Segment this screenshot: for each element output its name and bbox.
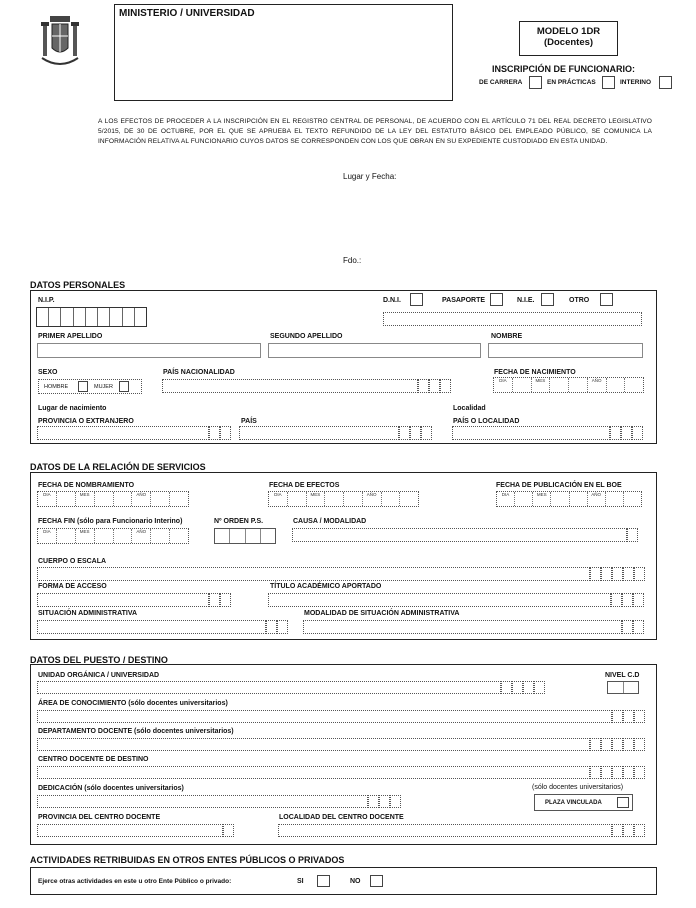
departamento-code-2[interactable] xyxy=(601,738,612,751)
centro-label: CENTRO DOCENTE DE DESTINO xyxy=(38,756,149,763)
forma-acceso-label: FORMA DE ACCESO xyxy=(38,583,107,590)
mes-caption: MES xyxy=(76,529,95,543)
orden-ps-input[interactable] xyxy=(214,528,276,544)
forma-acceso-code-2[interactable] xyxy=(220,593,231,607)
si-label: SI xyxy=(297,878,304,885)
modalidad-situacion-input[interactable] xyxy=(303,620,622,634)
nivel-input[interactable] xyxy=(607,681,639,694)
carrera-checkbox[interactable] xyxy=(529,76,542,89)
ano-caption: AÑO xyxy=(363,492,382,506)
fecha-nombramiento-label: FECHA DE NOMBRAMIENTO xyxy=(38,482,135,489)
otro-label: OTRO xyxy=(569,297,590,304)
fecha-boe-label: FECHA DE PUBLICACIÓN EN EL BOE xyxy=(496,482,622,489)
inscription-title: INSCRIPCIÓN DE FUNCIONARIO: xyxy=(492,64,636,74)
titulo-input[interactable] xyxy=(268,593,611,607)
ano-caption: AÑO xyxy=(588,492,606,506)
fecha-nombramiento-input[interactable] xyxy=(37,491,189,507)
localidad-code-3[interactable] xyxy=(632,426,643,440)
document-number-input[interactable] xyxy=(383,312,642,326)
situacion-code-2[interactable] xyxy=(277,620,288,634)
provincia-centro-input[interactable] xyxy=(37,824,223,837)
unidad-label: UNIDAD ORGÁNICA / UNIVERSIDAD xyxy=(38,672,160,679)
opt-carrera-label: DE CARRERA xyxy=(479,79,523,86)
ano-caption: AÑO xyxy=(132,529,151,543)
unidad-code-3[interactable] xyxy=(523,681,534,694)
ano-caption: AÑO xyxy=(132,492,151,506)
provincia-input[interactable] xyxy=(37,426,209,440)
causa-label: CAUSA / MODALIDAD xyxy=(293,518,367,525)
dedicacion-code-2[interactable] xyxy=(379,795,390,808)
fecha-fin-label: FECHA FIN (sólo para Funcionario Interino) xyxy=(38,518,183,525)
area-label: ÁREA DE CONOCIMIENTO (sólo docentes universitarios) xyxy=(38,700,228,707)
localidad-code-2[interactable] xyxy=(621,426,632,440)
dia-caption: DIA xyxy=(497,492,515,506)
mujer-checkbox[interactable] xyxy=(119,381,129,392)
practicas-checkbox[interactable] xyxy=(602,76,615,89)
provincia-code-2[interactable] xyxy=(220,426,231,440)
orden-ps-label: Nº ORDEN P.S. xyxy=(214,518,264,525)
sexo-label: SEXO xyxy=(38,369,58,376)
mujer-label: MUJER xyxy=(94,384,113,390)
dedicacion-code-3[interactable] xyxy=(390,795,401,808)
pais-nacionalidad-code-3[interactable] xyxy=(440,379,451,393)
pais-localidad-label: PAÍS O LOCALIDAD xyxy=(453,418,520,425)
ano-caption: AÑO xyxy=(588,378,607,392)
centro-code-1[interactable] xyxy=(590,766,601,779)
ministry-label: MINISTERIO / UNIVERSIDAD xyxy=(119,8,255,19)
mes-caption: MES xyxy=(533,492,551,506)
fecha-efectos-label: FECHA DE EFECTOS xyxy=(269,482,340,489)
no-label: NO xyxy=(350,878,361,885)
dni-checkbox[interactable] xyxy=(410,293,423,306)
cuerpo-label: CUERPO O ESCALA xyxy=(38,558,107,565)
departamento-code-4[interactable] xyxy=(623,738,634,751)
otro-checkbox[interactable] xyxy=(600,293,613,306)
pais-code-3[interactable] xyxy=(421,426,432,440)
situacion-label: SITUACIÓN ADMINISTRATIVA xyxy=(38,610,138,617)
modalidad-code-2[interactable] xyxy=(633,620,644,634)
modalidad-code-1[interactable] xyxy=(622,620,633,634)
fecha-nacimiento-input[interactable] xyxy=(493,377,644,393)
mes-caption: MES xyxy=(532,378,551,392)
centro-input[interactable] xyxy=(37,766,590,779)
pais-nacionalidad-label: PAÍS NACIONALIDAD xyxy=(163,369,235,376)
titulo-code-2[interactable] xyxy=(622,593,633,607)
fecha-fin-input[interactable] xyxy=(37,528,189,544)
unidad-input[interactable] xyxy=(37,681,501,694)
centro-code-4[interactable] xyxy=(623,766,634,779)
situacion-input[interactable] xyxy=(37,620,266,634)
localidad-label: Localidad xyxy=(453,405,486,412)
pais-input[interactable] xyxy=(239,426,399,440)
fecha-boe-input[interactable] xyxy=(496,491,642,507)
nip-label: N.I.P. xyxy=(38,297,55,304)
dia-caption: DIA xyxy=(494,378,513,392)
departamento-code-5[interactable] xyxy=(634,738,645,751)
area-code-3[interactable] xyxy=(634,710,645,723)
pais-nacionalidad-input[interactable] xyxy=(162,379,418,393)
localidad-code-1[interactable] xyxy=(610,426,621,440)
model-subtitle: (Docentes) xyxy=(543,37,594,48)
pasaporte-label: PASAPORTE xyxy=(442,297,486,304)
sexo-group xyxy=(38,379,142,394)
interino-checkbox[interactable] xyxy=(659,76,672,89)
dia-caption: DIA xyxy=(269,492,288,506)
primer-apellido-input[interactable] xyxy=(37,343,261,358)
provincia-centro-code[interactable] xyxy=(223,824,234,837)
dedicacion-label: DEDICACIÓN (sólo docentes universitarios) xyxy=(38,785,184,792)
centro-code-5[interactable] xyxy=(634,766,645,779)
localidad-centro-code-2[interactable] xyxy=(623,824,634,837)
titulo-code-1[interactable] xyxy=(611,593,622,607)
dia-caption: DIA xyxy=(38,492,57,506)
area-code-2[interactable] xyxy=(623,710,634,723)
cuerpo-code-4[interactable] xyxy=(623,567,634,581)
localidad-centro-label: LOCALIDAD DEL CENTRO DOCENTE xyxy=(279,814,404,821)
nombre-input[interactable] xyxy=(488,343,643,358)
lugar-nacimiento-label: Lugar de nacimiento xyxy=(38,405,107,412)
pais-nacionalidad-code-1[interactable] xyxy=(418,379,429,393)
servicios-section-title: DATOS DE LA RELACIÓN DE SERVICIOS xyxy=(30,462,206,472)
forma-acceso-code-1[interactable] xyxy=(209,593,220,607)
unidad-code-2[interactable] xyxy=(512,681,523,694)
plaza-vinculada-label: PLAZA VINCULADA xyxy=(545,800,602,806)
fecha-nacimiento-label: FECHA DE NACIMIENTO xyxy=(494,369,576,376)
titulo-label: TÍTULO ACADÉMICO APORTADO xyxy=(270,583,382,590)
titulo-code-3[interactable] xyxy=(633,593,644,607)
provincia-label: PROVINCIA O EXTRANJERO xyxy=(38,418,134,425)
puesto-section-title: DATOS DEL PUESTO / DESTINO xyxy=(30,655,168,665)
model-box xyxy=(519,21,618,56)
personal-section-title: DATOS PERSONALES xyxy=(30,280,126,290)
nie-checkbox[interactable] xyxy=(541,293,554,306)
mes-caption: MES xyxy=(307,492,326,506)
unidad-code-1[interactable] xyxy=(501,681,512,694)
plaza-vinculada-group xyxy=(534,794,633,811)
segundo-apellido-input[interactable] xyxy=(268,343,481,358)
segundo-apellido-label: SEGUNDO APELLIDO xyxy=(270,333,343,340)
departamento-code-1[interactable] xyxy=(590,738,601,751)
si-checkbox[interactable] xyxy=(317,875,330,887)
localidad-centro-input[interactable] xyxy=(278,824,612,837)
actividades-section-title: ACTIVIDADES RETRIBUIDAS EN OTROS ENTES PÚBLICOS O PRIVADOS xyxy=(30,855,345,865)
hombre-label: HOMBRE xyxy=(44,384,69,390)
localidad-centro-code-3[interactable] xyxy=(634,824,645,837)
causa-input[interactable] xyxy=(292,528,627,542)
pais-localidad-input[interactable] xyxy=(452,426,610,440)
mes-caption: MES xyxy=(76,492,95,506)
lugar-fecha-label: Lugar y Fecha: xyxy=(343,172,397,181)
provincia-code-1[interactable] xyxy=(209,426,220,440)
nivel-label: NIVEL C.D xyxy=(605,672,640,679)
centro-code-3[interactable] xyxy=(612,766,623,779)
ministry-box[interactable] xyxy=(114,4,453,101)
provincia-centro-label: PROVINCIA DEL CENTRO DOCENTE xyxy=(38,814,161,821)
fdo-label: Fdo.: xyxy=(343,256,362,265)
cuerpo-code-1[interactable] xyxy=(590,567,601,581)
fecha-efectos-input[interactable] xyxy=(268,491,419,507)
plaza-vinculada-checkbox[interactable] xyxy=(617,797,629,808)
unidad-code-4[interactable] xyxy=(534,681,545,694)
solo-docentes-note: (sólo docentes universitarios) xyxy=(532,784,624,791)
departamento-code-3[interactable] xyxy=(612,738,623,751)
pais-label: PAÍS xyxy=(241,418,257,425)
cuerpo-input[interactable] xyxy=(37,567,590,581)
localidad-centro-code-1[interactable] xyxy=(612,824,623,837)
nip-input[interactable] xyxy=(36,307,147,327)
dia-caption: DIA xyxy=(38,529,57,543)
cuerpo-code-3[interactable] xyxy=(612,567,623,581)
departamento-input[interactable] xyxy=(37,738,590,751)
pasaporte-checkbox[interactable] xyxy=(490,293,503,306)
forma-acceso-input[interactable] xyxy=(37,593,209,607)
cuerpo-code-2[interactable] xyxy=(601,567,612,581)
pais-nacionalidad-code-2[interactable] xyxy=(429,379,440,393)
coat-of-arms-logo xyxy=(40,14,80,72)
nombre-label: NOMBRE xyxy=(491,333,523,340)
situacion-code-1[interactable] xyxy=(266,620,277,634)
dni-label: D.N.I. xyxy=(383,297,401,304)
pais-code-1[interactable] xyxy=(399,426,410,440)
nie-label: N.I.E. xyxy=(517,297,535,304)
no-checkbox[interactable] xyxy=(370,875,383,887)
area-code-1[interactable] xyxy=(612,710,623,723)
primer-apellido-label: PRIMER APELLIDO xyxy=(38,333,103,340)
opt-practicas-label: EN PRÁCTICAS xyxy=(547,79,596,86)
pais-code-2[interactable] xyxy=(410,426,421,440)
actividades-question: Ejerce otras actividades en este u otro Ente Público o privado: xyxy=(38,878,232,885)
departamento-label: DEPARTAMENTO DOCENTE (sólo docentes universitarios) xyxy=(38,728,234,735)
cuerpo-code-5[interactable] xyxy=(634,567,645,581)
modalidad-situacion-label: MODALIDAD DE SITUACIÓN ADMINISTRATIVA xyxy=(304,610,460,617)
opt-interino-label: INTERINO xyxy=(620,79,652,86)
hombre-checkbox[interactable] xyxy=(78,381,88,392)
model-title: MODELO 1DR xyxy=(536,26,601,37)
dedicacion-input[interactable] xyxy=(37,795,368,808)
area-input[interactable] xyxy=(37,710,612,723)
causa-code[interactable] xyxy=(627,528,638,542)
centro-code-2[interactable] xyxy=(601,766,612,779)
dedicacion-code-1[interactable] xyxy=(368,795,379,808)
intro-paragraph: A LOS EFECTOS DE PROCEDER A LA INSCRIPCIÓN EN EL REGISTRO CENTRAL DE PERSONAL, DE ACUERDO CON EL ARTÍCULO 71 DEL REAL DECRETO LEGISLATIVO 5/2015, DE 30 DE OCTUBRE, POR EL QUE SE APRUEBA EL TEXTO REFUNDIDO DE LA LEY DEL ESTATUTO BÁSICO DEL EMPLEADO PÚBLICO, SE COMUNICA LA INFORMACIÓN RELATIVA AL FUNCIONARIO CUYOS DATOS SE CORRESPONDEN CON LOS QUE OBRAN EN SU EXPEDIENTE CUSTODIADO EN ESTA UNIDAD. xyxy=(98,118,652,146)
